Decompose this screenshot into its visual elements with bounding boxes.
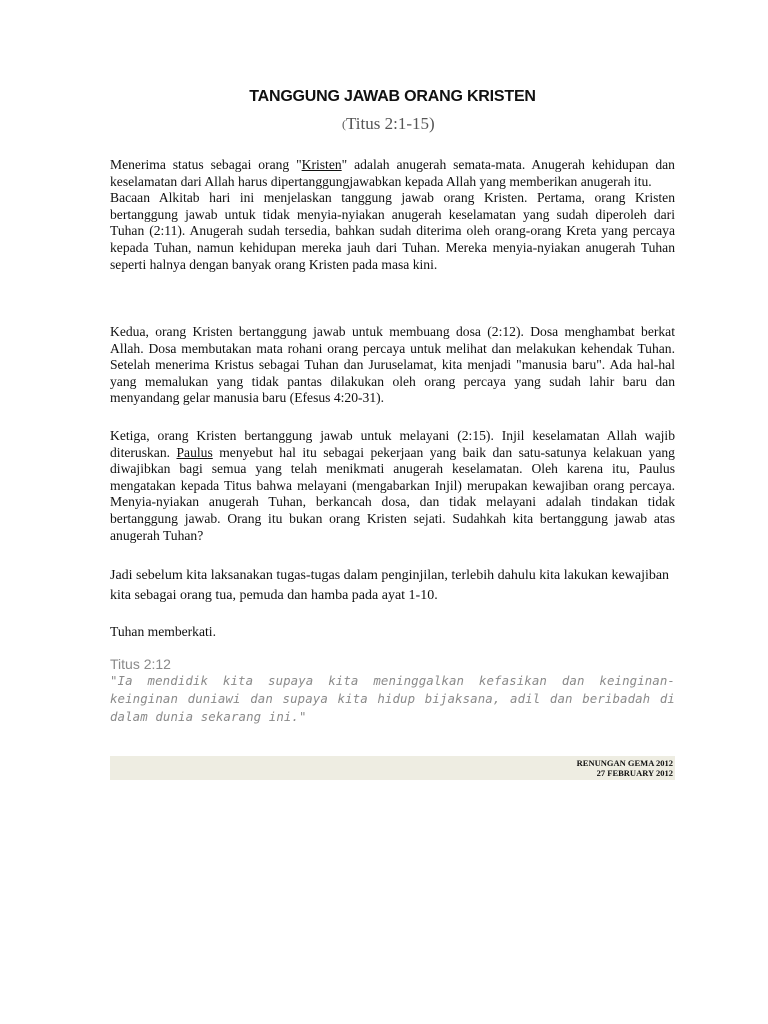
- paragraph-3: Kedua, orang Kristen bertanggung jawab untuk membuang dosa (2:12). Dosa menghambat berkat Allah. Dosa membutakan mata rohani orang percaya untuk melihat dan melakukan kehendak Tuhan. Setelah menerima Kristus sebagai Tuhan dan Juruselamat, kita menjadi "manusia baru". Ada hal-hal yang memalukan yang tidak pantas dilakukan oleh orang percaya yang sudah lahir baru dan menyandang gelar manusia baru (Efesus 4:20-31).: [110, 324, 675, 406]
- section-kedua: [110, 324, 675, 407]
- reference-text: Titus 2:1-15): [346, 114, 435, 133]
- footer-credits: [577, 758, 673, 778]
- paragraph-6: Tuhan memberkati.: [110, 624, 216, 639]
- verse-quote: "Ia mendidik kita supaya kita meninggalkan kefasikan dan keinginan-keinginan duniawi dan supaya kita hidup bijaksana, adil dan beribadah di dalam dunia sekarang ini.": [110, 673, 675, 724]
- footer-line-1: RENUNGAN GEMA 2012: [576, 758, 673, 768]
- section-conclusion: [110, 566, 675, 606]
- paragraph-1-text-b: " adalah anugerah semata-mata. Anugerah kehidupan dan keselamatan dari Allah harus dipertanggungjawabkan kepada Allah yang memberikan anugerah itu.: [110, 157, 675, 189]
- intro-section: [110, 157, 675, 273]
- scripture-reference: [342, 114, 435, 134]
- reference-open-paren: (: [342, 117, 346, 131]
- paragraph-4-text-b: menyebut hal itu sebagai pekerjaan yang baik dan satu-satunya kelakuan yang diwajibkan bagi semua yang telah menikmati anugerah keselamatan. Oleh karena itu, Paulus mengatakan kepada Titus bahwa melayani (mengabarkan Injil) merupakan kewajiban orang percaya. Menyia-nyiakan anugerah Tuhan, berkancah dosa, dan tidak melayani adalah tindakan tidak bertanggung jawab. Orang itu bukan orang Kristen sejati. Sudahkah kita bertanggung jawab atas anugerah Tuhan?: [110, 444, 675, 543]
- footer-line-2: 27 FEBRUARY 2012: [596, 768, 673, 778]
- footer-band: [110, 756, 675, 780]
- paragraph-1: [110, 157, 675, 190]
- paulus-link[interactable]: Paulus: [176, 444, 213, 460]
- paragraph-5: Jadi sebelum kita laksanakan tugas-tugas dalam penginjilan, terlebih dahulu kita lakukan kewajiban kita sebagai orang tua, pemuda dan hamba pada ayat 1-10.: [110, 568, 670, 603]
- paragraph-2: Bacaan Alkitab hari ini menjelaskan tanggung jawab orang Kristen. Pertama, orang Kristen bertanggung jawab untuk tidak menyia-nyiakan anugerah keselamatan yang sudah diperoleh dari Tuhan (2:11). Anugerah sudah tersedia, bahkan sudah diterima oleh orang-orang Kreta yang percaya kepada Tuhan, namun kehidupan mereka jauh dari Tuhan. Mereka menyia-nyiakan anugerah Tuhan seperti halnya dengan banyak orang Kristen pada masa kini.: [110, 190, 675, 272]
- page-title: TANGGUNG JAWAB ORANG KRISTEN: [249, 88, 536, 105]
- paragraph-4: [110, 428, 675, 544]
- verse-reference: Titus 2:12: [110, 656, 171, 672]
- section-ketiga: [110, 428, 675, 544]
- paragraph-1-text-a: Menerima status sebagai orang ": [110, 157, 302, 172]
- section-blessing: [110, 624, 675, 641]
- kristen-link[interactable]: Kristen: [301, 157, 342, 172]
- paragraph-4-text-a: Ketiga, orang Kristen bertanggung jawab untuk melayani (2:15). Injil keselamatan Allah wajib diteruskan.: [110, 428, 675, 460]
